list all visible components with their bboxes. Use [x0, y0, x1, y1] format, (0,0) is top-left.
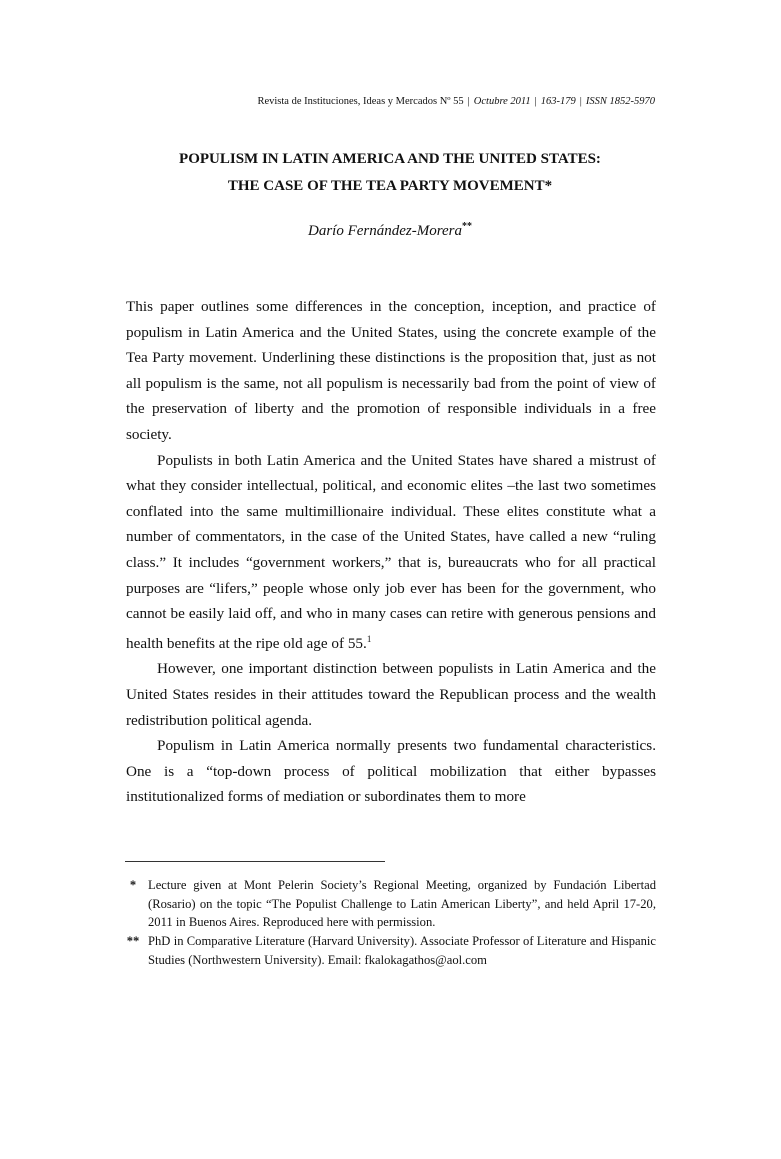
- footnote-ref[interactable]: 1: [366, 633, 372, 644]
- footnote-text: PhD in Comparative Literature (Harvard University). Associate Professor of Literature and Hispanic Studies (Northwestern University). Email: fkalokagathos@aol.com: [148, 934, 656, 967]
- footnote-divider: [125, 861, 385, 862]
- footnote-mark: *: [129, 878, 137, 892]
- author-name: Darío Fernández-Morera: [307, 223, 462, 239]
- title-line-2: THE CASE OF THE TEA PARTY MOVEMENT*: [227, 178, 553, 194]
- title-line-1: POPULISM IN LATIN AMERICA AND THE UNITED STATES:: [179, 151, 601, 167]
- footnote-item: [118, 932, 656, 969]
- paragraph: This paper outlines some differences in the conception, inception, and practice of populism in Latin America and the United States, using the concrete example of the Tea Party movement. Underlining these distinctions is the proposition that, just as not all populism is the same, not all populism is necessarily bad from the point of view of the preservation of liberty and the promotion of responsible individuals in a free society.: [126, 298, 656, 443]
- paragraph: Populism in Latin America normally presents two fundamental characteristics. One is a “top-down process of political mobilization that either bypasses institutionalized forms of mediation or subordinates them to more: [126, 737, 656, 806]
- author-footnote-mark: **: [462, 221, 472, 232]
- paper-title: [120, 146, 660, 200]
- issue-date: Octubre 2011: [473, 96, 531, 107]
- issn: ISSN 1852-5970: [585, 96, 655, 107]
- journal-name: Revista de Instituciones, Ideas y Mercados Nº 55: [257, 96, 464, 107]
- page-range: 163-179: [540, 96, 576, 107]
- body-text: [126, 294, 656, 810]
- separator: |: [579, 96, 582, 107]
- footnotes: [118, 876, 656, 970]
- paragraph: Populists in both Latin America and the United States have shared a mistrust of what they consider intellectual, political, and economic elites –the last two sometimes conflated into the same multimillionaire individual. These elites constitute what a number of commentators, in the case of the United States, have called a new “ruling class.” It includes “government workers,” that is, bureaucrats who for all practical purposes are “lifers,” people whose only job ever has been for the government, who cannot be easily laid off, and who in many cases can retire with generous pensions and health benefits at the ripe old age of 55.$^1$: [126, 451, 656, 652]
- paragraph: However, one important distinction between populists in Latin America and the United States resides in their attitudes toward the Republican process and the wealth redistribution political agenda.: [126, 660, 656, 729]
- footnote-item: [118, 876, 656, 932]
- author-byline: [120, 221, 660, 240]
- separator: |: [467, 96, 470, 107]
- footnote-mark: **: [126, 934, 140, 949]
- separator: |: [534, 96, 537, 107]
- footnote-text: Lecture given at Mont Pelerin Society’s Regional Meeting, organized by Fundación Libertad (Rosario) on the topic “The Populist Challenge to Latin American Liberty”, and held April 17-20, 2011 in Buenos Aires. Reproduced here with permission.: [148, 878, 656, 930]
- running-header: [147, 96, 655, 107]
